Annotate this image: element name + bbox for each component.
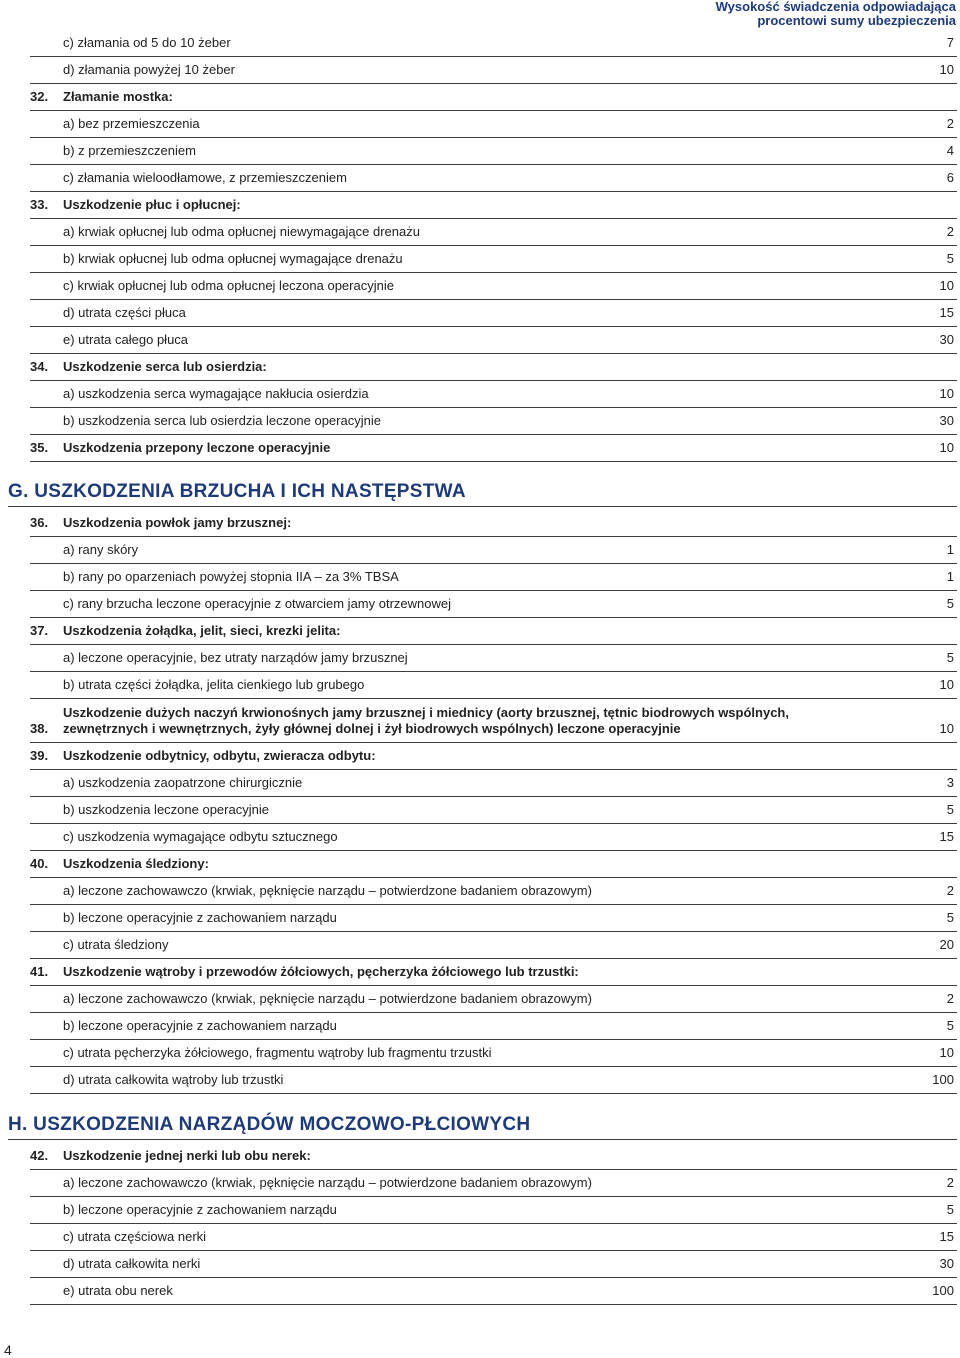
subitem-text: a) rany skóry: [63, 542, 139, 557]
benefit-percent: 5: [946, 251, 954, 266]
subitem-text: b) uszkodzenia leczone operacyjnie: [63, 802, 269, 817]
table-row-subitem: [30, 138, 957, 165]
item-title: Uszkodzenia przepony leczone operacyjnie: [63, 440, 331, 455]
benefit-percent: 10: [939, 62, 954, 77]
section-title: G. USZKODZENIA BRZUCHA I ICH NASTĘPSTWA: [8, 481, 466, 502]
subitem-text: b) uszkodzenia serca lub osierdzia leczone operacyjnie: [63, 413, 381, 428]
item-number: 32.: [30, 89, 49, 104]
subitem-text: b) z przemieszczeniem: [63, 143, 196, 158]
table-row-subitem: [30, 797, 957, 824]
subitem-text: d) utrata całkowita wątroby lub trzustki: [63, 1072, 284, 1087]
table-row-subitem: [30, 1040, 957, 1067]
subitem-text: a) uszkodzenia serca wymagające nakłucia osierdzia: [63, 386, 369, 401]
benefit-percent: 6: [946, 170, 954, 185]
subitem-text: d) utrata całkowita nerki: [63, 1256, 201, 1271]
table-row-subitem: [30, 273, 957, 300]
item-title: Uszkodzenie dużych naczyń krwionośnych jamy brzusznej i miednicy (aorty brzusznej, tętnic biodrowych wspólnych, zewnętrznych i wewnętrznych, żyły głównej dolnej i żył biodrowych wspólnych) leczone operacyjnie: [63, 705, 789, 736]
item-title: Złamanie mostka:: [63, 89, 173, 104]
table-row-subitem: [30, 165, 957, 192]
subitem-text: a) leczone operacyjnie, bez utraty narządów jamy brzusznej: [63, 650, 408, 665]
item-number: 35.: [30, 440, 49, 455]
table-row-subitem: [30, 219, 957, 246]
benefit-percent: 2: [946, 991, 954, 1006]
benefit-percent: 1: [946, 569, 954, 584]
table-row-item: [30, 959, 957, 986]
benefit-percent: 15: [939, 305, 954, 320]
subitem-text: c) złamania od 5 do 10 żeber: [63, 35, 231, 50]
table-row-subitem: [30, 672, 957, 699]
item-number: 37.: [30, 623, 49, 638]
benefit-percent: 15: [939, 829, 954, 844]
benefit-percent: 5: [946, 596, 954, 611]
benefit-percent: 15: [939, 1229, 954, 1244]
table-row-item: [30, 84, 957, 111]
benefit-percent: 5: [946, 1202, 954, 1217]
item-number: 33.: [30, 197, 49, 212]
table-row-subitem: [30, 1224, 957, 1251]
subitem-text: d) utrata części płuca: [63, 305, 186, 320]
table-row-subitem: [30, 246, 957, 273]
benefit-percent: 10: [939, 278, 954, 293]
benefit-percent: 2: [946, 1175, 954, 1190]
subitem-text: a) uszkodzenia zaopatrzone chirurgicznie: [63, 775, 303, 790]
table-row-item: [30, 618, 957, 645]
item-title: Uszkodzenie odbytnicy, odbytu, zwieracza odbytu:: [63, 748, 376, 763]
benefit-percent: 5: [946, 910, 954, 925]
benefit-percent: 10: [939, 677, 954, 692]
section-heading: [8, 467, 957, 507]
benefit-percent: 4: [946, 143, 954, 158]
subitem-text: b) leczone operacyjnie z zachowaniem narządu: [63, 910, 337, 925]
benefit-percent: 10: [939, 721, 954, 736]
table-row-item: [30, 510, 957, 537]
subitem-text: a) leczone zachowawczo (krwiak, pęknięcie narządu – potwierdzone badaniem obrazowym): [63, 991, 592, 1006]
table-row-subitem: [30, 591, 957, 618]
item-number: 36.: [30, 515, 49, 530]
table-row-subitem: [30, 824, 957, 851]
benefit-percent: 7: [946, 35, 954, 50]
table-row-subitem: [30, 564, 957, 591]
subitem-text: a) bez przemieszczenia: [63, 116, 200, 131]
subitem-text: b) rany po oparzeniach powyżej stopnia IIA – za 3% TBSA: [63, 569, 399, 584]
subitem-text: a) leczone zachowawczo (krwiak, pęknięcie narządu – potwierdzone badaniem obrazowym): [63, 883, 592, 898]
table-row-subitem: [30, 986, 957, 1013]
table-row-subitem: [30, 1170, 957, 1197]
column-header: [716, 0, 956, 28]
benefit-percent: 20: [939, 937, 954, 952]
benefit-percent: 10: [939, 386, 954, 401]
item-title: Uszkodzenia śledziony:: [63, 856, 209, 871]
subitem-text: a) krwiak opłucnej lub odma opłucnej niewymagające drenażu: [63, 224, 420, 239]
table-row-subitem: [30, 770, 957, 797]
table-row-subitem: [30, 1251, 957, 1278]
table-row-item: [30, 851, 957, 878]
subitem-text: b) utrata części żołądka, jelita cienkiego lub grubego: [63, 677, 365, 692]
item-number: 40.: [30, 856, 49, 871]
subitem-text: a) leczone zachowawczo (krwiak, pęknięcie narządu – potwierdzone badaniem obrazowym): [63, 1175, 592, 1190]
benefit-percent: 5: [946, 802, 954, 817]
benefit-percent: 100: [932, 1072, 954, 1087]
table-row-subitem: [30, 537, 957, 564]
subitem-text: b) krwiak opłucnej lub odma opłucnej wymagające drenażu: [63, 251, 403, 266]
benefit-percent: 1: [946, 542, 954, 557]
table-row-subitem: [30, 408, 957, 435]
table-row-item: [30, 1143, 957, 1170]
benefit-percent: 3: [946, 775, 954, 790]
subitem-text: e) utrata obu nerek: [63, 1283, 173, 1298]
section-title: H. USZKODZENIA NARZĄDÓW MOCZOWO-PŁCIOWYCH: [8, 1114, 531, 1135]
table-row-subitem: [30, 1013, 957, 1040]
table-row-subitem: [30, 932, 957, 959]
item-title: Uszkodzenie serca lub osierdzia:: [63, 359, 267, 374]
item-title: Uszkodzenia żołądka, jelit, sieci, krezki jelita:: [63, 623, 341, 638]
subitem-text: c) utrata śledziony: [63, 937, 169, 952]
subitem-text: c) utrata pęcherzyka żółciowego, fragmentu wątroby lub fragmentu trzustki: [63, 1045, 492, 1060]
subitem-text: c) utrata częściowa nerki: [63, 1229, 207, 1244]
benefit-percent: 30: [939, 1256, 954, 1271]
benefit-percent: 2: [946, 116, 954, 131]
table-row-subitem: [30, 878, 957, 905]
table-row-subitem: [30, 381, 957, 408]
benefit-percent: 2: [946, 224, 954, 239]
benefit-percent: 10: [939, 440, 954, 455]
subitem-text: b) leczone operacyjnie z zachowaniem narządu: [63, 1018, 337, 1033]
page-number: 4: [4, 1342, 12, 1358]
benefit-percent: 2: [946, 883, 954, 898]
table-row-subitem: [30, 1278, 957, 1305]
item-number: 34.: [30, 359, 49, 374]
table-row-subitem: [30, 645, 957, 672]
table-row-item: [30, 699, 957, 743]
table-row-subitem: [30, 1197, 957, 1224]
item-number: 39.: [30, 748, 49, 763]
subitem-text: d) złamania powyżej 10 żeber: [63, 62, 235, 77]
subitem-text: b) leczone operacyjnie z zachowaniem narządu: [63, 1202, 337, 1217]
subitem-text: c) rany brzucha leczone operacyjnie z otwarciem jamy otrzewnowej: [63, 596, 451, 611]
table-row-subitem: [30, 905, 957, 932]
table-row-item: [30, 354, 957, 381]
benefit-percent: 30: [939, 413, 954, 428]
table-row-subitem: [30, 327, 957, 354]
column-header-line2: procentowi sumy ubezpieczenia: [757, 13, 956, 28]
item-title: Uszkodzenie płuc i opłucnej:: [63, 197, 241, 212]
item-title: Uszkodzenie jednej nerki lub obu nerek:: [63, 1148, 311, 1163]
benefit-percent: 5: [946, 650, 954, 665]
table-row-item: [30, 435, 957, 462]
table-row-subitem: [30, 30, 957, 57]
item-title: Uszkodzenia powłok jamy brzusznej:: [63, 515, 292, 530]
table-row-subitem: [30, 111, 957, 138]
item-number: 41.: [30, 964, 49, 979]
column-header-line1: Wysokość świadczenia odpowiadająca: [715, 0, 956, 14]
table-row-item: [30, 192, 957, 219]
item-number: 42.: [30, 1148, 49, 1163]
item-number: 38.: [30, 721, 49, 736]
benefit-percent: 100: [932, 1283, 954, 1298]
subitem-text: c) uszkodzenia wymagające odbytu sztucznego: [63, 829, 338, 844]
table-row-subitem: [30, 1067, 957, 1094]
subitem-text: c) złamania wieloodłamowe, z przemieszczeniem: [63, 170, 347, 185]
section-heading: [8, 1100, 957, 1140]
benefit-percent: 10: [939, 1045, 954, 1060]
benefit-percent: 5: [946, 1018, 954, 1033]
table-row-subitem: [30, 57, 957, 84]
subitem-text: e) utrata całego płuca: [63, 332, 189, 347]
item-title: Uszkodzenie wątroby i przewodów żółciowych, pęcherzyka żółciowego lub trzustki:: [63, 964, 579, 979]
subitem-text: c) krwiak opłucnej lub odma opłucnej leczona operacyjnie: [63, 278, 394, 293]
table-row-item: [30, 743, 957, 770]
benefit-percent: 30: [939, 332, 954, 347]
table-row-subitem: [30, 300, 957, 327]
